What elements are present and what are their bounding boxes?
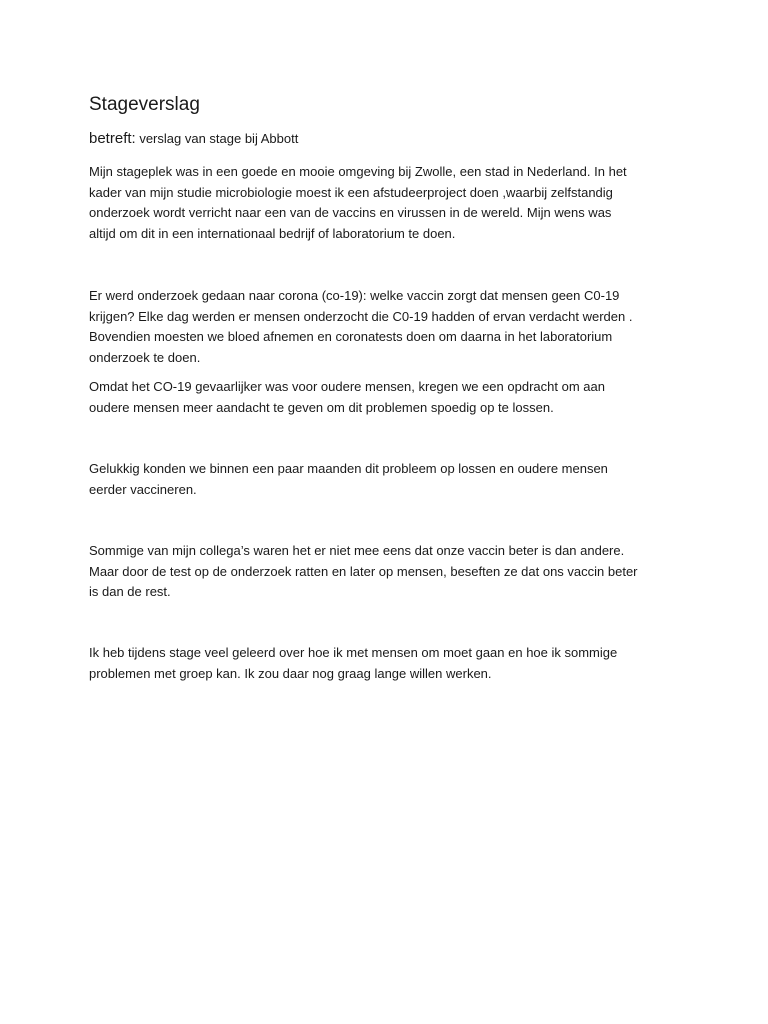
paragraph-line: Ik heb tijdens stage veel geleerd over hoe ik met mensen om moet gaan en hoe ik sommige [89,645,618,660]
paragraph-internship-location [89,162,689,244]
paragraph-line: is dan de rest. [89,584,171,599]
paragraph-line: eerder vaccineren. [89,481,197,497]
subject-line [89,130,298,148]
document-title: Stageverslag [89,94,200,115]
paragraph-line: onderzoek te doen. [89,349,201,365]
paragraph-line: kader van mijn studie microbiologie moest ik een afstudeerproject doen ,waarbij zelfstandig [89,184,613,200]
paragraph-line: Er werd onderzoek gedaan naar corona (co-19): welke vaccin zorgt dat mensen geen C0-19 [89,288,620,303]
paragraph-line: Sommige van mijn collega’s waren het er niet mee eens dat onze vaccin beter is dan andere. [89,543,625,558]
paragraph-line: oudere mensen meer aandacht te geven om dit problemen spoedig op te lossen. [89,399,554,415]
paragraph-line: Bovendien moesten we bloed afnemen en coronatests doen om daarna in het laboratorium [89,329,613,344]
paragraph-line: altijd om dit in een internationaal bedrijf of laboratorium te doen. [89,225,456,241]
paragraph-line: problemen met groep kan. Ik zou daar nog graag lange willen werken. [89,665,492,681]
subject-label: betreft: [89,130,136,147]
paragraph-line: Maar door de test op de onderzoek ratten en later op mensen, beseften ze dat ons vaccin beter [89,563,638,579]
paragraph-colleagues [89,541,689,603]
paragraph-line: Gelukkig konden we binnen een paar maanden dit probleem op lossen en oudere mensen [89,461,608,476]
paragraph-conclusion [89,643,689,684]
paragraph-problem-solved [89,459,689,500]
paragraph-line: Mijn stageplek was in een goede en mooie omgeving bij Zwolle, een stad in Nederland. In het [89,164,627,179]
paragraph-line: krijgen? Elke dag werden er mensen onderzocht die C0-19 hadden of ervan verdacht werden . [89,308,633,324]
paragraph-line: onderzoek wordt verricht naar een van de vaccins en virussen in de wereld. Mijn wens was [89,205,612,220]
paragraph-line: Omdat het CO-19 gevaarlijker was voor oudere mensen, kregen we een opdracht om aan [89,379,605,394]
paragraph-elderly-assignment [89,377,689,418]
subject-text: verslag van stage bij Abbott [135,131,299,146]
paragraph-corona-research [89,286,689,368]
